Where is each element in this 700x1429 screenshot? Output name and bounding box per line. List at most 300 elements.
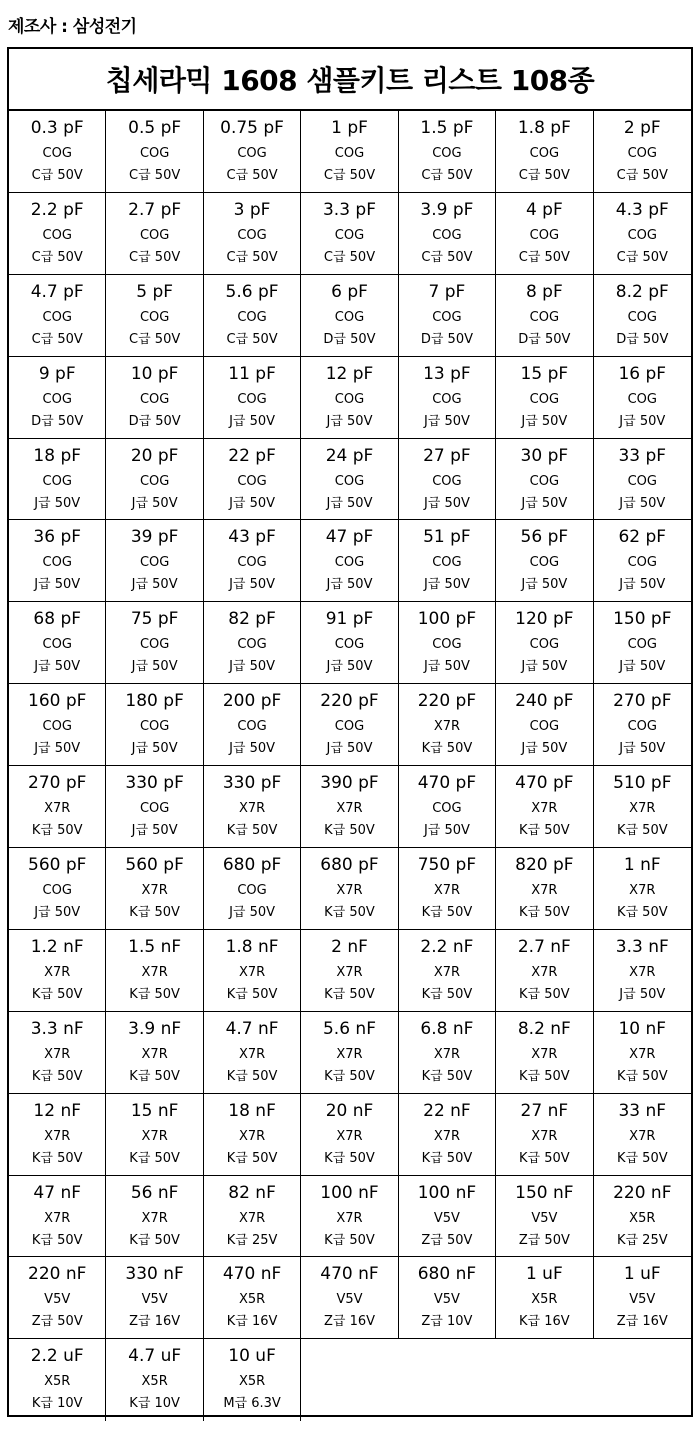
capacitance-value: 4.7 pF	[30, 281, 84, 302]
table-title: 칩세라믹 1608 샘플키트 리스트 108종	[9, 49, 691, 111]
capacitance-value: 5.6 pF	[225, 281, 279, 302]
tolerance-voltage: D급 50V	[323, 331, 376, 347]
dielectric-type: X7R	[629, 883, 656, 899]
capacitor-cell	[399, 766, 496, 848]
tolerance-voltage: J급 50V	[326, 495, 373, 511]
capacitor-cell	[399, 111, 496, 193]
capacitor-cell	[204, 1339, 301, 1421]
capacitance-value: 2.2 uF	[30, 1346, 84, 1367]
tolerance-voltage: J급 50V	[521, 577, 568, 593]
dielectric-type: COG	[432, 637, 462, 653]
dielectric-type: X7R	[629, 1046, 656, 1062]
dielectric-type: X5R	[531, 1292, 558, 1308]
capacitance-value: 30 pF	[520, 445, 569, 466]
capacitance-value: 62 pF	[618, 527, 667, 548]
capacitance-value: 24 pF	[325, 445, 374, 466]
dielectric-type: COG	[627, 719, 657, 735]
dielectric-type: COG	[139, 719, 170, 735]
dielectric-type: COG	[42, 227, 72, 243]
tolerance-voltage: K급 50V	[324, 1068, 375, 1084]
dielectric-type: COG	[529, 227, 560, 243]
capacitance-value: 220 pF	[320, 691, 379, 712]
tolerance-voltage: K급 50V	[226, 986, 278, 1002]
capacitance-value: 91 pF	[325, 609, 374, 630]
capacitance-value: 20 nF	[325, 1100, 374, 1121]
tolerance-voltage: C급 50V	[129, 168, 181, 183]
capacitor-cell	[399, 193, 496, 275]
tolerance-voltage: Z급 10V	[421, 1314, 473, 1330]
capacitance-value: 4.3 pF	[615, 199, 669, 220]
dielectric-type: COG	[627, 637, 657, 653]
capacitance-value: 180 pF	[125, 691, 184, 712]
dielectric-type: V5V	[531, 1210, 558, 1226]
dielectric-type: COG	[334, 555, 365, 571]
capacitance-value: 100 nF	[320, 1182, 379, 1203]
capacitance-value: 3.9 nF	[128, 1018, 182, 1039]
tolerance-voltage: J급 50V	[131, 577, 178, 593]
dielectric-type: COG	[237, 146, 267, 161]
capacitor-cell	[106, 930, 203, 1012]
capacitance-value: 4 pF	[525, 199, 563, 220]
capacitor-cell	[594, 520, 691, 602]
capacitor-cell	[204, 1257, 301, 1339]
tolerance-voltage: Z급 50V	[421, 1232, 473, 1248]
tolerance-voltage: K급 50V	[519, 1068, 570, 1084]
dielectric-type: X7R	[141, 1046, 168, 1062]
tolerance-voltage: K급 50V	[226, 1068, 278, 1084]
capacitance-value: 47 nF	[33, 1182, 81, 1203]
dielectric-type: V5V	[44, 1292, 71, 1308]
dielectric-type: X7R	[336, 801, 363, 817]
dielectric-type: COG	[237, 883, 267, 899]
capacitor-cell	[496, 357, 593, 439]
dielectric-type: X7R	[44, 1128, 71, 1144]
capacitance-value: 27 nF	[520, 1100, 569, 1121]
tolerance-voltage: J급 50V	[619, 659, 666, 675]
dielectric-type: X7R	[44, 801, 71, 817]
tolerance-voltage: J급 50V	[326, 577, 373, 593]
dielectric-type: COG	[42, 637, 72, 653]
capacitance-value: 120 pF	[515, 609, 574, 630]
empty-cell	[399, 1339, 496, 1421]
capacitance-value: 200 pF	[222, 691, 282, 712]
tolerance-voltage: J급 50V	[34, 495, 81, 511]
tolerance-voltage: C급 50V	[31, 331, 83, 347]
capacitance-value: 33 nF	[618, 1100, 667, 1121]
capacitor-cell	[399, 848, 496, 930]
capacitor-cell	[204, 520, 301, 602]
capacitor-cell	[204, 111, 301, 193]
capacitor-cell	[399, 357, 496, 439]
capacitor-cell	[9, 1339, 106, 1421]
capacitor-cell	[496, 602, 593, 684]
capacitor-cell	[301, 520, 398, 602]
capacitance-value: 0.5 pF	[128, 118, 182, 138]
capacitor-cell	[301, 1176, 398, 1258]
capacitance-value: 7 pF	[428, 281, 466, 302]
tolerance-voltage: J급 50V	[423, 413, 470, 429]
capacitance-value: 3.3 pF	[322, 199, 376, 220]
capacitance-value: 13 pF	[423, 363, 471, 384]
tolerance-voltage: J급 50V	[423, 495, 470, 511]
tolerance-voltage: K급 50V	[519, 986, 570, 1002]
capacitance-value: 330 nF	[125, 1264, 184, 1285]
capacitance-value: 47 pF	[325, 527, 374, 548]
tolerance-voltage: Z급 50V	[31, 1314, 83, 1330]
capacitance-value: 1.8 pF	[517, 118, 571, 138]
tolerance-voltage: J급 50V	[326, 741, 373, 757]
dielectric-type: COG	[237, 637, 267, 653]
capacitor-cell	[399, 1094, 496, 1176]
dielectric-type: X7R	[336, 1210, 363, 1226]
dielectric-type: COG	[334, 309, 365, 325]
dielectric-type: X7R	[433, 1046, 461, 1062]
dielectric-type: X7R	[336, 964, 363, 980]
dielectric-type: COG	[432, 227, 462, 243]
capacitance-value: 4.7 nF	[225, 1018, 279, 1039]
capacitance-value: 10 uF	[228, 1346, 276, 1367]
dielectric-type: COG	[139, 391, 170, 407]
capacitance-value: 820 pF	[515, 855, 574, 876]
dielectric-type: X7R	[44, 964, 71, 980]
capacitance-value: 2 nF	[331, 936, 368, 957]
capacitor-cell	[496, 1012, 593, 1094]
dielectric-type: COG	[42, 555, 72, 571]
capacitor-cell	[399, 684, 496, 766]
dielectric-type: V5V	[433, 1210, 460, 1226]
capacitance-value: 6 pF	[331, 281, 368, 302]
dielectric-type: X7R	[336, 1128, 363, 1144]
capacitance-value: 12 pF	[325, 363, 374, 384]
tolerance-voltage: K급 50V	[324, 986, 375, 1002]
capacitor-cell	[399, 602, 496, 684]
capacitance-value: 82 nF	[228, 1182, 276, 1203]
capacitance-value: 22 pF	[228, 445, 276, 466]
tolerance-voltage: J급 50V	[423, 823, 470, 839]
capacitance-value: 18 nF	[228, 1100, 276, 1121]
dielectric-type: X7R	[141, 964, 168, 980]
capacitance-value: 18 pF	[33, 445, 82, 466]
capacitor-cell	[9, 930, 106, 1012]
dielectric-type: COG	[237, 555, 267, 571]
capacitance-value: 270 pF	[28, 773, 87, 794]
capacitor-cell	[594, 1094, 691, 1176]
capacitor-cell	[301, 1012, 398, 1094]
tolerance-voltage: K급 50V	[129, 986, 180, 1002]
capacitor-cell	[106, 357, 203, 439]
empty-cell	[594, 1339, 691, 1421]
capacitance-value: 150 pF	[613, 609, 672, 630]
capacitance-value: 4.7 uF	[128, 1346, 182, 1367]
capacitor-cell	[301, 1257, 398, 1339]
capacitor-cell	[496, 193, 593, 275]
tolerance-voltage: K급 50V	[616, 1068, 668, 1084]
tolerance-voltage: J급 50V	[423, 577, 470, 593]
capacitor-cell	[106, 848, 203, 930]
capacitor-cell	[9, 520, 106, 602]
tolerance-voltage: J급 50V	[131, 823, 178, 839]
tolerance-voltage: J급 50V	[229, 741, 276, 757]
tolerance-voltage: C급 50V	[323, 249, 376, 265]
capacitance-value: 470 pF	[417, 773, 477, 794]
tolerance-voltage: C급 50V	[518, 249, 570, 265]
capacitance-value: 0.3 pF	[30, 118, 84, 138]
tolerance-voltage: J급 50V	[619, 741, 666, 757]
tolerance-voltage: K급 50V	[324, 1150, 375, 1166]
kit-list-table	[7, 47, 693, 1417]
dielectric-type: V5V	[629, 1292, 656, 1308]
tolerance-voltage: J급 50V	[521, 741, 568, 757]
capacitance-value: 56 pF	[520, 527, 569, 548]
capacitance-value: 1 pF	[331, 118, 368, 138]
manufacturer-label: 제조사 : 삼성전기	[8, 17, 137, 37]
dielectric-type: X5R	[238, 1374, 266, 1390]
dielectric-type: COG	[627, 146, 657, 161]
tolerance-voltage: D급 50V	[31, 413, 84, 429]
capacitor-cell	[399, 1257, 496, 1339]
dielectric-type: COG	[529, 555, 560, 571]
dielectric-type: V5V	[336, 1292, 363, 1308]
capacitance-value: 82 pF	[228, 609, 276, 630]
tolerance-voltage: K급 50V	[519, 823, 570, 839]
tolerance-voltage: D급 50V	[128, 413, 181, 429]
capacitor-cell	[594, 275, 691, 357]
capacitance-value: 75 pF	[130, 609, 179, 630]
capacitor-cell	[594, 1176, 691, 1258]
empty-cell	[496, 1339, 593, 1421]
dielectric-type: COG	[627, 309, 657, 325]
dielectric-type: X7R	[629, 801, 656, 817]
dielectric-type: COG	[139, 555, 170, 571]
capacitor-cell	[9, 766, 106, 848]
dielectric-type: X7R	[433, 1128, 461, 1144]
tolerance-voltage: J급 50V	[619, 413, 666, 429]
tolerance-voltage: K급 16V	[226, 1314, 278, 1330]
capacitor-cell	[301, 1094, 398, 1176]
dielectric-type: X7R	[433, 719, 461, 735]
dielectric-type: COG	[334, 473, 365, 489]
capacitor-cell	[204, 766, 301, 848]
capacitor-cell	[399, 439, 496, 521]
capacitor-cell	[496, 520, 593, 602]
capacitance-value: 330 pF	[125, 773, 184, 794]
capacitor-cell	[301, 193, 398, 275]
tolerance-voltage: K급 50V	[324, 1232, 375, 1248]
dielectric-type: COG	[432, 309, 462, 325]
tolerance-voltage: K급 50V	[226, 823, 278, 839]
capacitance-value: 560 pF	[28, 855, 87, 876]
capacitance-value: 43 pF	[228, 527, 276, 548]
capacitance-value: 1 uF	[525, 1264, 563, 1285]
dielectric-type: X5R	[629, 1210, 656, 1226]
dielectric-type: X7R	[238, 964, 266, 980]
tolerance-voltage: J급 50V	[229, 905, 276, 921]
dielectric-type: X7R	[141, 883, 168, 899]
tolerance-voltage: C급 50V	[31, 168, 83, 183]
capacitor-cell	[594, 766, 691, 848]
dielectric-type: COG	[432, 473, 462, 489]
capacitance-value: 5 pF	[136, 281, 174, 302]
capacitance-value: 9 pF	[38, 363, 76, 384]
tolerance-voltage: C급 50V	[31, 249, 83, 265]
tolerance-voltage: K급 50V	[31, 1232, 83, 1248]
tolerance-voltage: J급 50V	[131, 659, 178, 675]
capacitor-cell	[301, 275, 398, 357]
capacitor-cell	[496, 930, 593, 1012]
tolerance-voltage: J급 50V	[34, 577, 81, 593]
capacitance-value: 5.6 nF	[322, 1018, 376, 1039]
capacitor-cell	[496, 1094, 593, 1176]
capacitor-cell	[204, 439, 301, 521]
capacitance-value: 10 pF	[130, 363, 179, 384]
capacitor-cell	[301, 930, 398, 1012]
dielectric-type: COG	[42, 719, 72, 735]
dielectric-type: X7R	[433, 964, 461, 980]
tolerance-voltage: K급 50V	[226, 1150, 278, 1166]
capacitance-value: 10 nF	[618, 1018, 667, 1039]
dielectric-type: COG	[139, 801, 170, 817]
dielectric-type: COG	[334, 227, 365, 243]
dielectric-type: COG	[432, 555, 462, 571]
dielectric-type: V5V	[141, 1292, 168, 1308]
capacitor-cell	[594, 930, 691, 1012]
dielectric-type: X5R	[44, 1374, 71, 1390]
capacitance-value: 750 pF	[417, 855, 477, 876]
capacitance-value: 510 pF	[613, 773, 672, 794]
capacitance-value: 68 pF	[33, 609, 82, 630]
capacitor-cell	[106, 1176, 203, 1258]
tolerance-voltage: M급 6.3V	[223, 1396, 281, 1412]
tolerance-voltage: K급 50V	[421, 1150, 473, 1166]
dielectric-type: COG	[432, 801, 462, 817]
tolerance-voltage: J급 50V	[326, 659, 373, 675]
tolerance-voltage: J급 50V	[34, 905, 81, 921]
tolerance-voltage: C급 50V	[129, 331, 181, 347]
capacitor-cell	[594, 848, 691, 930]
capacitance-value: 160 pF	[28, 691, 87, 712]
dielectric-type: COG	[139, 146, 170, 161]
capacitance-value: 33 pF	[618, 445, 667, 466]
dielectric-type: COG	[432, 146, 462, 161]
capacitor-cell	[106, 1257, 203, 1339]
capacitance-value: 470 nF	[222, 1264, 282, 1285]
capacitor-cell	[106, 684, 203, 766]
capacitance-value: 1.5 pF	[420, 118, 474, 138]
tolerance-voltage: J급 50V	[34, 741, 81, 757]
capacitor-cell	[399, 275, 496, 357]
capacitance-value: 51 pF	[423, 527, 471, 548]
dielectric-type: COG	[529, 473, 560, 489]
dielectric-type: COG	[42, 146, 72, 161]
tolerance-voltage: C급 50V	[421, 249, 473, 265]
tolerance-voltage: C급 50V	[616, 168, 668, 183]
capacitance-value: 680 pF	[320, 855, 379, 876]
capacitor-cell	[496, 1257, 593, 1339]
tolerance-voltage: C급 50V	[323, 168, 376, 183]
capacitor-cell	[106, 602, 203, 684]
capacitor-cell	[9, 1012, 106, 1094]
dielectric-type: X7R	[44, 1210, 71, 1226]
tolerance-voltage: K급 50V	[421, 741, 473, 757]
dielectric-type: X7R	[238, 1046, 266, 1062]
dielectric-type: X7R	[238, 1128, 266, 1144]
capacitance-value: 8 pF	[525, 281, 563, 302]
tolerance-voltage: K급 10V	[31, 1396, 83, 1412]
capacitor-cell	[106, 1339, 203, 1421]
capacitance-value: 22 nF	[423, 1100, 471, 1121]
tolerance-voltage: Z급 16V	[323, 1314, 375, 1330]
dielectric-type: COG	[529, 391, 560, 407]
tolerance-voltage: K급 50V	[519, 905, 570, 921]
capacitor-cell	[204, 1176, 301, 1258]
capacitor-cell	[399, 1012, 496, 1094]
capacitance-value: 220 nF	[613, 1182, 672, 1203]
tolerance-voltage: K급 50V	[31, 1068, 83, 1084]
capacitor-cell	[106, 275, 203, 357]
dielectric-type: COG	[627, 227, 657, 243]
dielectric-type: X7R	[433, 883, 461, 899]
tolerance-voltage: K급 50V	[324, 823, 375, 839]
tolerance-voltage: K급 50V	[421, 1068, 473, 1084]
tolerance-voltage: K급 50V	[31, 823, 83, 839]
tolerance-voltage: C급 50V	[616, 249, 668, 265]
tolerance-voltage: C급 50V	[226, 331, 278, 347]
tolerance-voltage: K급 50V	[519, 1150, 570, 1166]
capacitance-value: 3.9 pF	[420, 199, 474, 220]
capacitor-cell	[9, 275, 106, 357]
capacitor-cell	[301, 602, 398, 684]
dielectric-type: COG	[627, 555, 657, 571]
tolerance-voltage: J급 50V	[423, 659, 470, 675]
tolerance-voltage: K급 16V	[519, 1314, 570, 1330]
capacitance-value: 8.2 nF	[517, 1018, 571, 1039]
tolerance-voltage: K급 50V	[616, 1150, 668, 1166]
capacitor-cell	[594, 193, 691, 275]
tolerance-voltage: D급 50V	[616, 331, 669, 347]
tolerance-voltage: K급 10V	[129, 1396, 180, 1412]
capacitor-cell	[9, 439, 106, 521]
dielectric-type: COG	[139, 473, 170, 489]
tolerance-voltage: K급 50V	[616, 823, 668, 839]
capacitor-cell	[399, 520, 496, 602]
capacitance-value: 36 pF	[33, 527, 82, 548]
capacitance-value: 2.7 nF	[517, 936, 571, 957]
dielectric-type: X7R	[238, 1210, 266, 1226]
capacitance-value: 16 pF	[618, 363, 667, 384]
dielectric-type: X7R	[44, 1046, 71, 1062]
capacitor-cell	[496, 111, 593, 193]
tolerance-voltage: J급 50V	[229, 659, 276, 675]
capacitance-value: 390 pF	[320, 773, 379, 794]
dielectric-type: COG	[237, 391, 267, 407]
dielectric-type: COG	[334, 637, 365, 653]
tolerance-voltage: J급 50V	[326, 413, 373, 429]
capacitor-cell	[9, 357, 106, 439]
capacitance-value: 220 pF	[417, 691, 477, 712]
capacitor-cell	[204, 1012, 301, 1094]
capacitor-cell	[204, 357, 301, 439]
capacitor-cell	[204, 602, 301, 684]
dielectric-type: COG	[627, 473, 657, 489]
capacitance-value: 3 pF	[233, 199, 271, 220]
tolerance-voltage: D급 50V	[518, 331, 571, 347]
tolerance-voltage: J급 50V	[229, 577, 276, 593]
capacitance-value: 1 uF	[623, 1264, 661, 1285]
dielectric-type: COG	[432, 391, 462, 407]
capacitance-value: 20 pF	[130, 445, 179, 466]
dielectric-type: COG	[42, 883, 72, 899]
tolerance-voltage: K급 50V	[129, 905, 180, 921]
